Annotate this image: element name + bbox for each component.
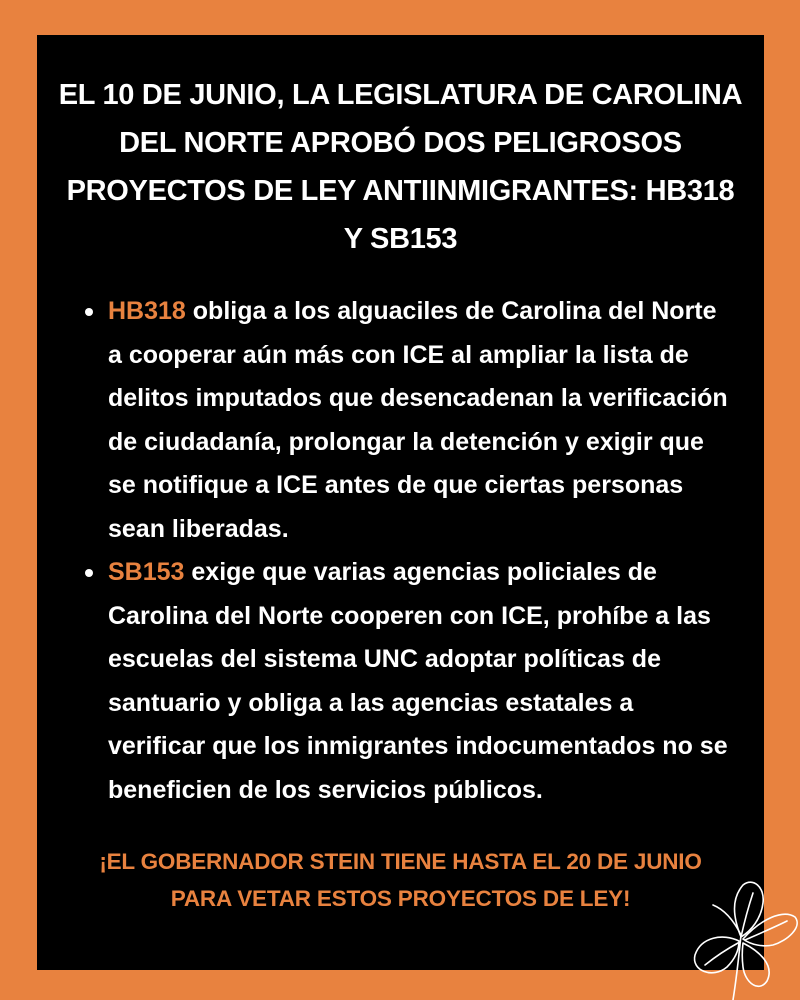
bill-name: HB318 xyxy=(108,297,186,325)
butterfly-icon xyxy=(683,875,800,1000)
bill-item-hb318 xyxy=(85,290,734,551)
bill-item-sb153 xyxy=(85,551,734,812)
bill-description: obliga a los alguaciles de Carolina del Norte a cooperar aún más con ICE al ampliar la lista de delitos imputados que desencadenan la verificación de ciudadanía, prolongar la detención y exigir que se notifique a ICE antes de que ciertas personas sean liberadas. xyxy=(108,297,728,543)
bill-list xyxy=(85,290,734,812)
content-card xyxy=(37,35,764,970)
bill-name: SB153 xyxy=(108,558,185,586)
bill-description: exige que varias agencias policiales de Carolina del Norte cooperen con ICE, prohíbe a las escuelas del sistema UNC adoptar políticas de santuario y obliga a las agencias estatales a verificar que los inmigrantes indocumentados no se beneficien de los servicios públicos. xyxy=(108,558,728,804)
call-to-action: ¡EL GOBERNADOR STEIN TIENE HASTA EL 20 DE JUNIO PARA VETAR ESTOS PROYECTOS DE LEY! xyxy=(99,849,702,911)
headline: EL 10 DE JUNIO, LA LEGISLATURA DE CAROLINA DEL NORTE APROBÓ DOS PELIGROSOS PROYECTOS DE LEY ANTIINMIGRANTES: HB318 Y SB153 xyxy=(58,79,743,255)
